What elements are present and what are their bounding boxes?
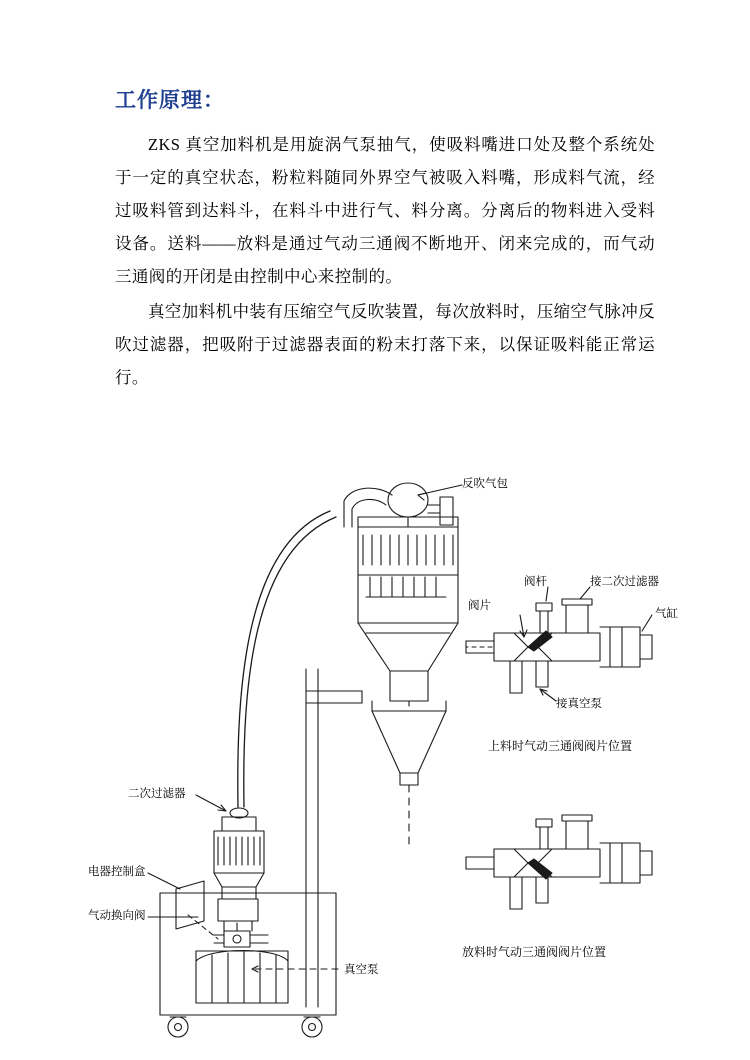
page-title: 工作原理： bbox=[115, 88, 225, 112]
equipment-diagram bbox=[0, 455, 750, 1055]
paragraph-1: ZKS 真空加料机是用旋涡气泵抽气，使吸料嘴进口处及整个系统处于一定的真空状态，粉粒料随同外界空气被吸入料嘴，形成料气流，经过吸料管到达料斗，在料斗中进行气、料分离。分离后的物料进入受料设备。送料——放料是通过气动三通阀不断地开、闭来完成的，而气动三通阀的开闭是由控制中心来控制的。 bbox=[115, 135, 655, 286]
article-content bbox=[115, 84, 655, 396]
label-electric-control-box: 电器控制盒 bbox=[88, 864, 146, 878]
label-vacuum-pump: 真空泵 bbox=[344, 962, 379, 976]
caption-discharging-position: 放料时气动三通阀阀片位置 bbox=[462, 945, 607, 959]
label-to-vacuum-pump: 接真空泵 bbox=[556, 696, 602, 710]
label-secondary-filter: 二次过滤器 bbox=[128, 786, 186, 800]
paragraph-2: 真空加料机中装有压缩空气反吹装置，每次放料时，压缩空气脉冲反吹过滤器，把吸附于过滤器表面的粉末打落下来，以保证吸料能正常运行。 bbox=[115, 302, 655, 387]
caption-feeding-position: 上料时气动三通阀阀片位置 bbox=[488, 739, 633, 753]
label-to-secondary-filter: 接二次过滤器 bbox=[590, 574, 659, 588]
label-blowback-tank: 反吹气包 bbox=[462, 476, 508, 490]
label-pneumatic-reversing-valve: 气动换向阀 bbox=[88, 908, 146, 922]
label-valve-stem: 阀杆 bbox=[524, 574, 547, 588]
label-air-cylinder: 气缸 bbox=[655, 606, 678, 620]
label-valve-plate: 阀片 bbox=[468, 598, 491, 612]
